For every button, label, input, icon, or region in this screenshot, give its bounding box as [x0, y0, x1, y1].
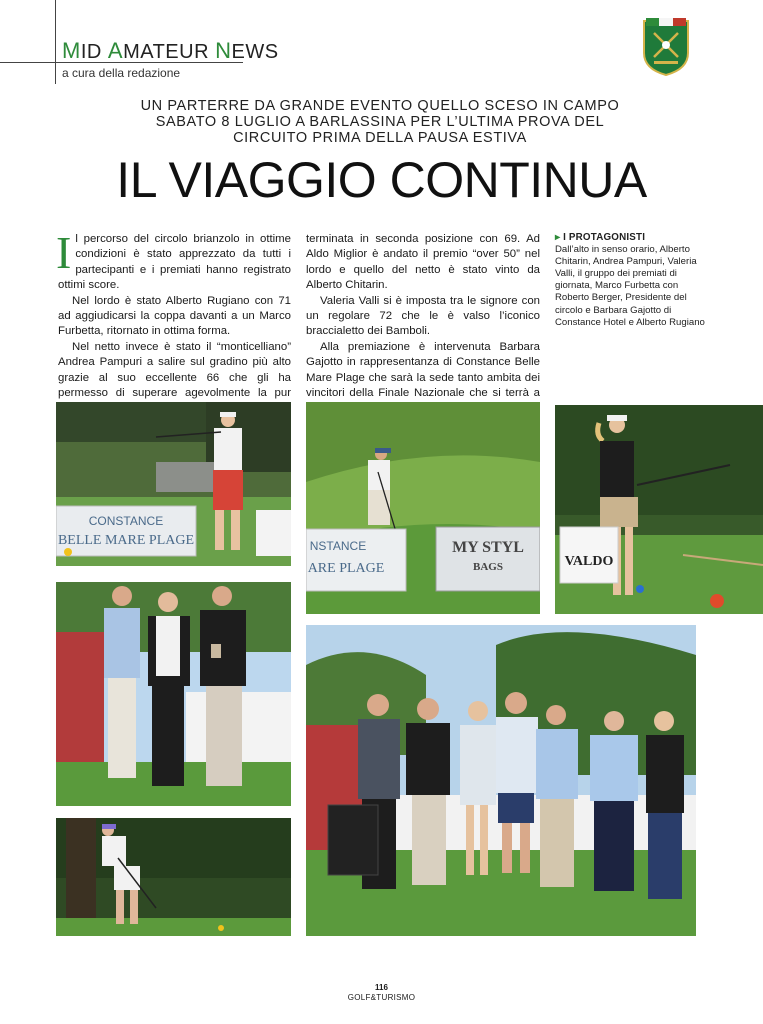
photo-golfer-tee-shot	[56, 818, 291, 936]
triangle-marker-icon: ▸	[555, 232, 561, 243]
magazine-name: GOLF&TURISMO	[347, 993, 416, 1002]
paragraph-2: Nel lordo è stato Alberto Rugiano con 71 ad aggiudicarsi la coppa davanti a un Marco Furbetta, ritornato in ottima forma.	[58, 294, 291, 338]
paragraph-1: Il percorso del circolo brianzolo in ottime condizioni è stato apprezzato da tutti i partecipanti e i premiati hanno registrato ottimi score.	[56, 227, 291, 292]
section-title: MID AMATEUR NEWS	[62, 38, 279, 63]
article-subtitle: UN PARTERRE DA GRANDE EVENTO QUELLO SCESO IN CAMPO SABATO 8 LUGLIO A BARLASSINA PER L’ULTIMA PROVA DEL CIRCUITO PRIMA DELLA PAUSA ESTIVA	[140, 98, 620, 146]
protagonists-caption: Dall’alto in senso orario, Alberto Chitarin, Andrea Pampuri, Valeria Valli, il gruppo dei premiati di giornata, Marco Furbetta con Roberto Berger, Presidente del circolo e Barbara Gajotto di Constance Hotel e Alberto Rugiano	[555, 244, 705, 328]
curated-by: a cura della redazione	[62, 66, 181, 80]
photo-golfer-constance-sign	[56, 402, 291, 566]
protagonists-box	[555, 232, 705, 329]
sign-my-style-label: MY STYL	[452, 539, 524, 556]
club-crest-logo	[640, 15, 692, 77]
article-column-2	[306, 232, 540, 417]
sign-constance-label: CONSTANCE	[88, 514, 164, 528]
sign-bags-label: BAGS	[473, 561, 503, 573]
photo-woman-golfer-valdo-sign	[555, 405, 763, 614]
photo-golfer-slope-signs	[306, 402, 540, 614]
photo-three-prize-winners	[56, 582, 291, 806]
sign-valdo-label: VALDO	[564, 554, 614, 569]
paragraph-5: Valeria Valli si è imposta tra le signore con un regolare 72 che le è valso l’iconico braccialetto dei Bamboli.	[306, 294, 540, 338]
sign-mare-plage-partial-label: ARE PLAGE	[307, 561, 385, 576]
page-number: 116	[375, 983, 388, 992]
article-title: IL VIAGGIO CONTINUA	[116, 152, 647, 208]
drop-cap: I	[56, 227, 72, 278]
paragraph-6: Alla premiazione è intervenuta Barbara Gajotto in rappresentanza di Constance Belle Mare Plage che sarà la sede tanto ambita dei vincitori della Finale Nazionale che si terrà a	[306, 340, 540, 400]
sign-constance-partial-label: NSTANCE	[309, 539, 367, 553]
paragraph-3: Nel netto invece è stato il “monticelliano” Andrea Pampuri a salire sul gradino più alto grazie al suo eccellente 66 che gli ha permesso di superare agevolmente la pur	[58, 340, 291, 400]
protagonists-heading: ▸ I PROTAGONISTI	[555, 232, 646, 243]
article-column-1	[56, 227, 291, 417]
header-vertical-rule	[55, 0, 56, 84]
photo-group-prize-winners	[306, 625, 696, 936]
paragraph-4: terminata in seconda posizione con 69. Ad Aldo Miglior è andato il premio “over 50” nel lordo e quello del netto è stato vinto da Alberto Chitarin.	[306, 233, 540, 292]
sign-belle-mare-label: BELLE MARE PLAGE	[57, 533, 195, 548]
